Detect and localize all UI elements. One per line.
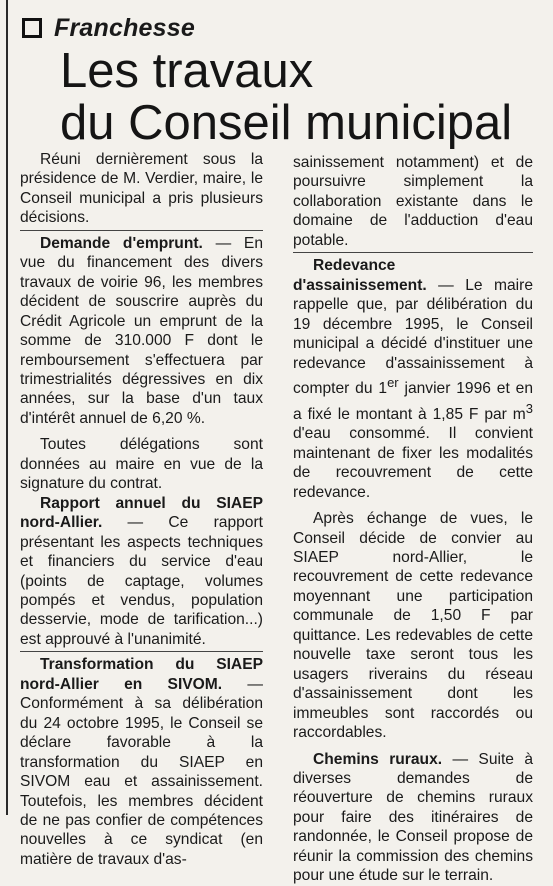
divider	[293, 252, 533, 253]
intro-paragraph: Réuni dernièrement sous la présidence de M. Verdier, maire, le Conseil municipal a pris plusieurs décisions.	[20, 151, 263, 227]
divider	[20, 651, 263, 652]
kicker-location: Franchesse	[54, 13, 195, 42]
redevance-text-a: — Le maire rappelle que, par délibération du 19 décembre 1995, le Conseil municipal a décidé d'instituer une redevance d'assainissement à compter du 1	[293, 276, 533, 398]
superscript-3: 3	[525, 400, 533, 416]
transfo-heading: Transformation du SIAEP nord-Allier en SIVOM.	[20, 656, 263, 693]
emprunt-heading: Demande d'emprunt.	[40, 234, 203, 252]
headline-line-2: du Conseil municipal	[60, 96, 513, 150]
delegations-paragraph: Toutes délégations sont données au maire en vue de la signature du contrat.	[20, 436, 263, 493]
superscript-er: er	[387, 374, 399, 390]
emprunt-text: — En vue du financement des divers travaux de voirie 96, les membres décident de souscrire auprès du Crédit Agricole un emprunt de la somme de 310.000 F dont le remboursement s'effectuera par trimestrialités dégressives en dix années, sur la base d'un taux d'intérêt annuel de 6,20 %.	[20, 234, 263, 427]
kicker-row	[22, 14, 195, 42]
redevance-paragraph	[293, 256, 533, 502]
rapport-heading: Rapport annuel du SIAEP nord-Allier.	[20, 494, 263, 532]
transfo-paragraph	[20, 655, 263, 869]
redevance-heading: Redevance d'assainissement.	[293, 257, 427, 294]
redevance-text-c: d'eau consommé. Il convient maintenant de fixer les modalités de recouvrement de cette redevance.	[293, 425, 533, 501]
transfo-text: — Conformément à sa délibération du 24 octobre 1995, le Conseil se déclare favorable à la transformation du SIAEP en SIVOM eau et assainissement. Toutefois, les membres décident de ne pas confier de compétences nouvelles à ce syndicat (en matière de travaux d'as-	[20, 675, 263, 868]
chemins-heading: Chemins ruraux.	[313, 750, 443, 768]
rapport-text: — Ce rapport présentant les aspects techniques et financiers du service d'eau (points de captage, volumes pompés et vendus, population desservie, mode de tarification...) est approuvé à l'unanimité.	[20, 514, 263, 648]
divider	[20, 230, 263, 231]
redevance-text-b: janvier 1996 et en a fixé le montant à 1,85 F par m	[293, 380, 534, 423]
article-column-left	[20, 150, 263, 869]
continuation-paragraph: sainissement notamment) et de poursuivre simplement la collaboration existante dans le domaine de l'adduction d'eau potable.	[293, 154, 533, 249]
headline-line-1: Les travaux	[60, 44, 314, 98]
column-rule	[6, 0, 8, 815]
emprunt-paragraph	[20, 234, 263, 429]
article-column-right	[293, 153, 533, 886]
chemins-paragraph	[293, 750, 533, 886]
rapport-paragraph	[20, 494, 263, 650]
square-bullet-icon	[22, 18, 42, 38]
chemins-text: — Suite à diverses demandes de réouverture de chemins ruraux pour faire des itinéraires de randonnée, le Conseil propose de réunir la commission des chemins pour une étude sur le terrain.	[293, 750, 533, 885]
echange-paragraph: Après échange de vues, le Conseil décide de convier au SIAEP nord-Allier, le recouvrement de cette redevance moyennant une participation communale de 1,50 F par quittance. Les redevables de cette nouvelle taxe seront tous les usagers riverains du réseau d'assainissement dont les immeubles sont raccordés ou raccordables.	[293, 510, 533, 742]
